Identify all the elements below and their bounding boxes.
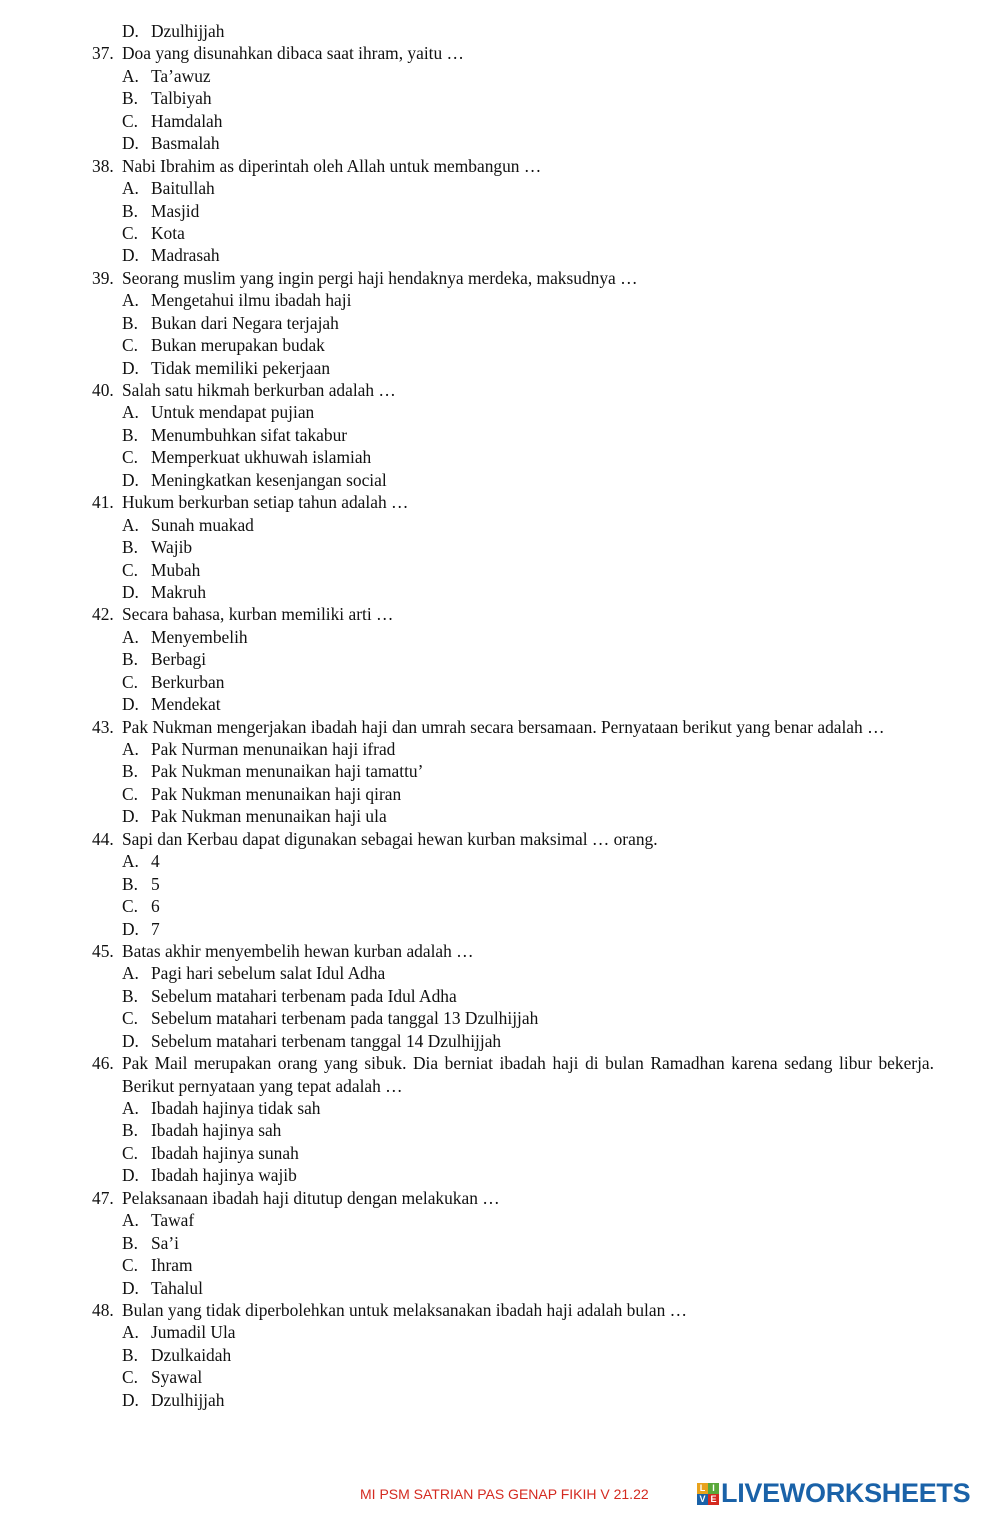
option-letter: A. (122, 65, 139, 86)
option-text: 7 (151, 918, 160, 939)
answer-option (92, 1030, 934, 1052)
question-number: 41. (92, 492, 114, 513)
answer-option (92, 1321, 934, 1343)
option-text: Sebelum matahari terbenam pada tanggal 13 Dzulhijjah (151, 1008, 539, 1029)
answer-option (92, 177, 934, 199)
answer-option (92, 559, 934, 581)
option-text: Menumbuhkan sifat takabur (151, 424, 348, 445)
question-39 (92, 267, 934, 289)
option-text: Basmalah (151, 133, 220, 154)
question-43 (92, 716, 934, 738)
answer-option (92, 1277, 934, 1299)
option-text: Bukan merupakan budak (151, 335, 325, 356)
answer-option (92, 401, 934, 423)
answer-option (92, 514, 934, 536)
question-text: Hukum berkurban setiap tahun adalah … (122, 492, 409, 513)
answer-option (92, 918, 934, 940)
answer-option (92, 334, 934, 356)
option-letter: D. (122, 1389, 139, 1410)
answer-option (92, 1119, 934, 1141)
option-letter: B. (122, 873, 138, 894)
answer-option (92, 626, 934, 648)
option-text: Memperkuat ukhuwah islamiah (151, 447, 372, 468)
option-letter: A. (122, 514, 139, 535)
option-letter: B. (122, 1232, 138, 1253)
question-list (92, 42, 934, 1411)
option-letter: D. (122, 1277, 139, 1298)
question-text: Pelaksanaan ibadah haji ditutup dengan melakukan … (122, 1187, 500, 1208)
option-letter: B. (122, 985, 138, 1006)
question-47 (92, 1187, 934, 1209)
option-text: Sebelum matahari terbenam tanggal 14 Dzulhijjah (151, 1030, 502, 1051)
question-number: 44. (92, 828, 114, 849)
option-text: Tawaf (151, 1210, 195, 1231)
answer-option (92, 581, 934, 603)
option-text: Kota (151, 222, 185, 243)
option-letter: C. (122, 896, 138, 917)
option-letter: C. (122, 671, 138, 692)
option-text: Mengetahui ilmu ibadah haji (151, 290, 352, 311)
answer-option (92, 738, 934, 760)
option-letter: D. (122, 1030, 139, 1051)
option-letter: A. (122, 851, 139, 872)
option-text: 5 (151, 873, 160, 894)
question-number: 40. (92, 380, 114, 400)
option-text: Tahalul (151, 1277, 203, 1298)
option-text: Menyembelih (151, 626, 248, 647)
option-letter: D. (122, 469, 139, 490)
option-text: Mubah (151, 559, 201, 580)
option-text: Untuk mendapat pujian (151, 402, 315, 423)
option-text: Ibadah hajinya tidak sah (151, 1098, 321, 1119)
option-text: Sunah muakad (151, 514, 254, 535)
option-text: Makruh (151, 581, 207, 602)
list-item (92, 20, 934, 42)
option-letter: A. (122, 402, 139, 423)
answer-option (92, 648, 934, 670)
option-letter: C. (122, 222, 138, 243)
option-text: Madrasah (151, 245, 220, 266)
question-number: 46. (92, 1053, 114, 1074)
worksheet-document (92, 20, 934, 1411)
option-text: Ibadah hajinya sah (151, 1120, 282, 1141)
question-text: Pak Mail merupakan orang yang sibuk. Dia berniat ibadah haji di bulan Ramadhan karena sedang libur bekerja. Berikut pernyataan yang tepat adalah … (122, 1053, 934, 1096)
answer-option (92, 1209, 934, 1231)
option-text: Bukan dari Negara terjajah (151, 312, 339, 333)
option-text: Pak Nurman menunaikan haji ifrad (151, 739, 396, 760)
answer-option (92, 244, 934, 266)
option-letter: C. (122, 1008, 138, 1029)
option-text: Pak Nukman menunaikan haji qiran (151, 783, 402, 804)
question-text: Batas akhir menyembelih hewan kurban adalah … (122, 940, 474, 961)
question-text: Pak Nukman mengerjakan ibadah haji dan umrah secara bersamaan. Pernyataan berikut yang benar adalah … (122, 716, 885, 737)
answer-option (92, 87, 934, 109)
footer-text: MI PSM SATRIAN PAS GENAP FIKIH V 21.22 (360, 1486, 649, 1502)
question-number: 47. (92, 1187, 114, 1208)
option-letter: B. (122, 424, 138, 445)
option-text: Pagi hari sebelum salat Idul Adha (151, 963, 386, 984)
option-text: Dzulhijjah (151, 21, 225, 41)
option-text: Ta’awuz (151, 65, 211, 86)
option-letter: C. (122, 783, 138, 804)
option-text: Tidak memiliki pekerjaan (151, 357, 331, 378)
question-text: Doa yang disunahkan dibaca saat ihram, yaitu … (122, 43, 464, 64)
option-text: Sebelum matahari terbenam pada Idul Adha (151, 985, 457, 1006)
option-text: Talbiyah (151, 88, 212, 109)
question-45 (92, 940, 934, 962)
answer-option (92, 873, 934, 895)
option-letter: B. (122, 1120, 138, 1141)
option-letter: D. (122, 806, 139, 827)
option-letter: C. (122, 447, 138, 468)
answer-option (92, 1164, 934, 1186)
answer-option (92, 65, 934, 87)
option-letter: A. (122, 1098, 139, 1119)
answer-option (92, 424, 934, 446)
question-44 (92, 828, 934, 850)
option-letter: D. (122, 918, 139, 939)
option-text: 4 (151, 851, 160, 872)
question-number: 38. (92, 155, 114, 176)
question-42 (92, 603, 934, 625)
answer-option (92, 895, 934, 917)
option-letter: B. (122, 312, 138, 333)
option-letter: A. (122, 626, 139, 647)
question-text: Seorang muslim yang ingin pergi haji hendaknya merdeka, maksudnya … (122, 267, 638, 288)
option-letter: A. (122, 178, 139, 199)
question-text: Sapi dan Kerbau dapat digunakan sebagai hewan kurban maksimal … orang. (122, 828, 658, 849)
answer-option (92, 289, 934, 311)
option-text: Syawal (151, 1367, 203, 1388)
option-text: Baitullah (151, 178, 215, 199)
answer-option (92, 1344, 934, 1366)
option-letter: C. (122, 1367, 138, 1388)
option-letter: C. (122, 1142, 138, 1163)
answer-option (92, 1142, 934, 1164)
option-text: Wajib (151, 537, 193, 558)
answer-option (92, 1232, 934, 1254)
question-text: Salah satu hikmah berkurban adalah … (122, 380, 396, 400)
answer-option (92, 469, 934, 491)
answer-option (92, 850, 934, 872)
option-text: 6 (151, 896, 160, 917)
option-letter: C. (122, 1255, 138, 1276)
option-letter: A. (122, 1322, 139, 1343)
option-text: Ihram (151, 1255, 193, 1276)
option-letter: B. (122, 537, 138, 558)
question-number: 48. (92, 1299, 114, 1320)
answer-option (92, 1097, 934, 1119)
option-text: Berkurban (151, 671, 225, 692)
option-text: Ibadah hajinya wajib (151, 1165, 297, 1186)
question-37 (92, 42, 934, 64)
answer-option (92, 200, 934, 222)
option-letter: D. (122, 694, 139, 715)
option-text: Dzulkaidah (151, 1344, 232, 1365)
answer-option (92, 985, 934, 1007)
option-letter: D. (122, 133, 139, 154)
option-letter: D. (122, 1165, 139, 1186)
question-41 (92, 491, 934, 513)
answer-option (92, 312, 934, 334)
answer-option (92, 962, 934, 984)
option-letter: C. (122, 110, 138, 131)
question-38 (92, 155, 934, 177)
option-letter: B. (122, 761, 138, 782)
option-letter: C. (122, 335, 138, 356)
answer-option (92, 357, 934, 379)
option-letter: D. (122, 357, 139, 378)
answer-option (92, 1254, 934, 1276)
answer-option (92, 1366, 934, 1388)
brand-name: LIVEWORKSHEETS (721, 1478, 971, 1508)
question-text: Nabi Ibrahim as diperintah oleh Allah untuk membangun … (122, 155, 542, 176)
option-text: Pak Nukman menunaikan haji ula (151, 806, 387, 827)
option-text: Hamdalah (151, 110, 223, 131)
question-number: 43. (92, 716, 114, 737)
answer-option (92, 1007, 934, 1029)
answer-option (92, 446, 934, 468)
option-letter: D. (122, 245, 139, 266)
answer-option (92, 693, 934, 715)
option-letter: B. (122, 88, 138, 109)
answer-option (92, 783, 934, 805)
liveworksheets-logo (697, 1478, 970, 1509)
option-text: Dzulhijjah (151, 1389, 225, 1410)
answer-option (92, 132, 934, 154)
answer-option (92, 1389, 934, 1411)
answer-option (92, 222, 934, 244)
answer-option (92, 805, 934, 827)
option-text: Ibadah hajinya sunah (151, 1142, 299, 1163)
option-text: Mendekat (151, 694, 221, 715)
option-letter: B. (122, 200, 138, 221)
option-letter: A. (122, 963, 139, 984)
answer-option (92, 760, 934, 782)
option-text: Pak Nukman menunaikan haji tamattu’ (151, 761, 424, 782)
option-letter: B. (122, 1344, 138, 1365)
option-letter: A. (122, 1210, 139, 1231)
option-letter: D. (122, 581, 139, 602)
liveworksheets-icon: L I V E (697, 1483, 719, 1505)
question-number: 45. (92, 940, 114, 961)
question-number: 39. (92, 267, 114, 288)
option-letter: D. (122, 21, 139, 41)
answer-option (92, 110, 934, 132)
option-letter: B. (122, 649, 138, 670)
option-letter: A. (122, 739, 139, 760)
question-number: 42. (92, 604, 114, 625)
option-letter: C. (122, 559, 138, 580)
option-letter: A. (122, 290, 139, 311)
question-46 (92, 1052, 934, 1097)
option-text: Sa’i (151, 1232, 180, 1253)
question-number: 37. (92, 43, 114, 64)
option-text: Masjid (151, 200, 200, 221)
question-48 (92, 1299, 934, 1321)
answer-option (92, 536, 934, 558)
option-text: Berbagi (151, 649, 207, 670)
answer-option (92, 671, 934, 693)
option-text: Meningkatkan kesenjangan social (151, 469, 387, 490)
question-40 (92, 379, 934, 401)
question-text: Bulan yang tidak diperbolehkan untuk melaksanakan ibadah haji adalah bulan … (122, 1299, 688, 1320)
option-text: Jumadil Ula (151, 1322, 236, 1343)
question-text: Secara bahasa, kurban memiliki arti … (122, 604, 394, 625)
